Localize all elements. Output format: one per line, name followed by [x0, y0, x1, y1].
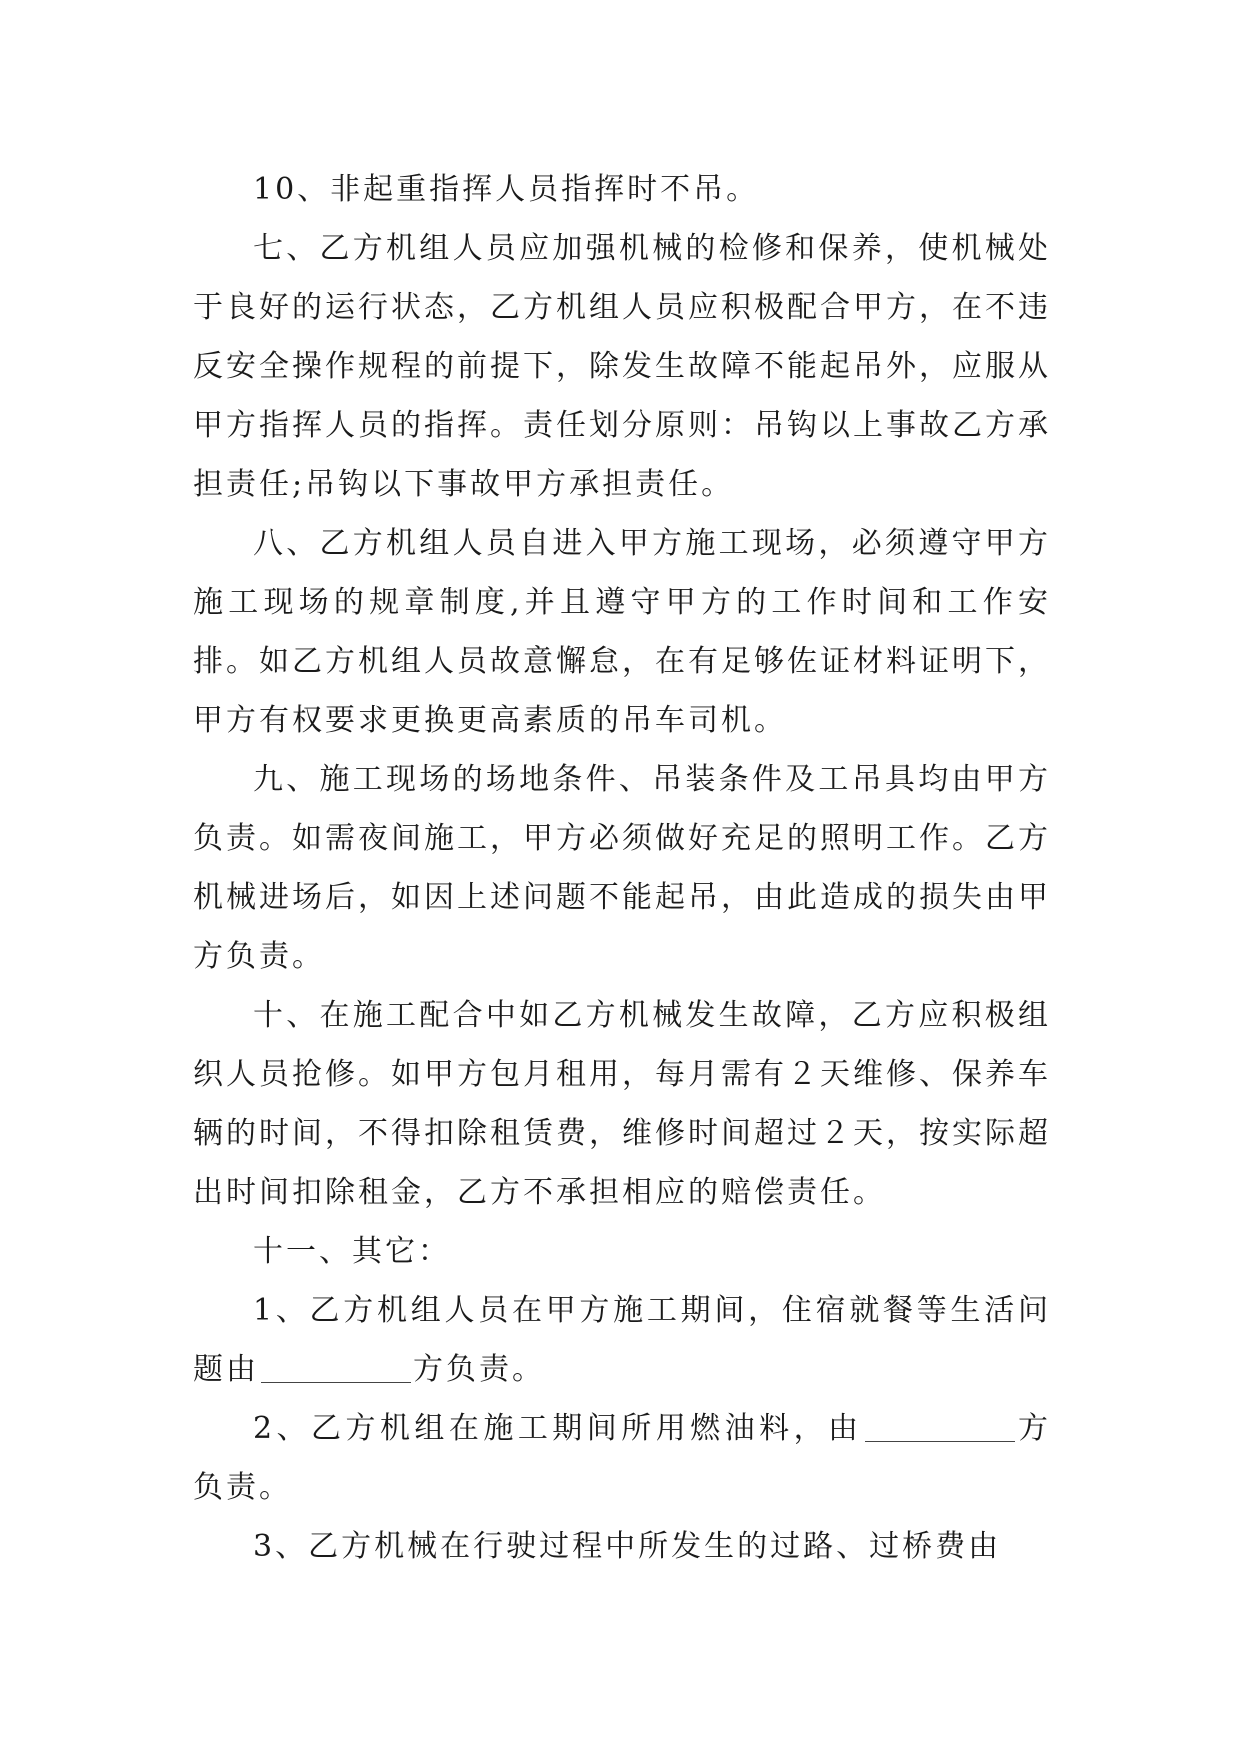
paragraph-eight: 八、乙方机组人员自进入甲方施工现场，必须遵守甲方施工现场的规章制度,并且遵守甲方的工作时间和工作安排。如乙方机组人员故意懈怠，在有足够佐证材料证明下，甲方有权要求更换更高素质的吊车司机。 [193, 526, 1051, 738]
fill-in-blank [865, 1411, 1015, 1442]
item-2-text-after: 方负责。 [193, 1411, 1051, 1505]
item-2-text-before: 2、乙方机组在施工期间所用燃油料，由 [253, 1411, 863, 1446]
document-body [193, 160, 1051, 1576]
paragraph-nine: 九、施工现场的场地条件、吊装条件及工吊具均由甲方负责。如需夜间施工，甲方必须做好充足的照明工作。乙方机械进场后，如因上述问题不能起吊，由此造成的损失由甲方负责。 [193, 762, 1051, 974]
item-1-text-after: 方负责。 [413, 1352, 545, 1387]
paragraph-10: 10、非起重指挥人员指挥时不吊。 [253, 172, 760, 207]
paragraph-ten: 十、在施工配合中如乙方机械发生故障，乙方应积极组织人员抢修。如甲方包月租用，每月需有２天维修、保养车辆的时间，不得扣除租赁费，维修时间超过２天，按实际超出时间扣除租金，乙方不承担相应的赔偿责任。 [193, 998, 1051, 1210]
item-1-text-before: 1、乙方机组人员在甲方施工期间，住宿就餐等生活问题由 [193, 1293, 1051, 1387]
item-1 [193, 1281, 1051, 1399]
fill-in-blank [261, 1352, 411, 1383]
paragraph-seven: 七、乙方机组人员应加强机械的检修和保养，使机械处于良好的运行状态，乙方机组人员应积极配合甲方，在不违反安全操作规程的前提下，除发生故障不能起吊外，应服从甲方指挥人员的指挥。责任划分原则：吊钩以上事故乙方承担责任;吊钩以下事故甲方承担责任。 [193, 231, 1051, 502]
item-2 [193, 1399, 1051, 1517]
paragraph-eleven-heading: 十一、其它： [253, 1234, 451, 1269]
item-3: 3、乙方机械在行驶过程中所发生的过路、过桥费由 [253, 1529, 1002, 1564]
